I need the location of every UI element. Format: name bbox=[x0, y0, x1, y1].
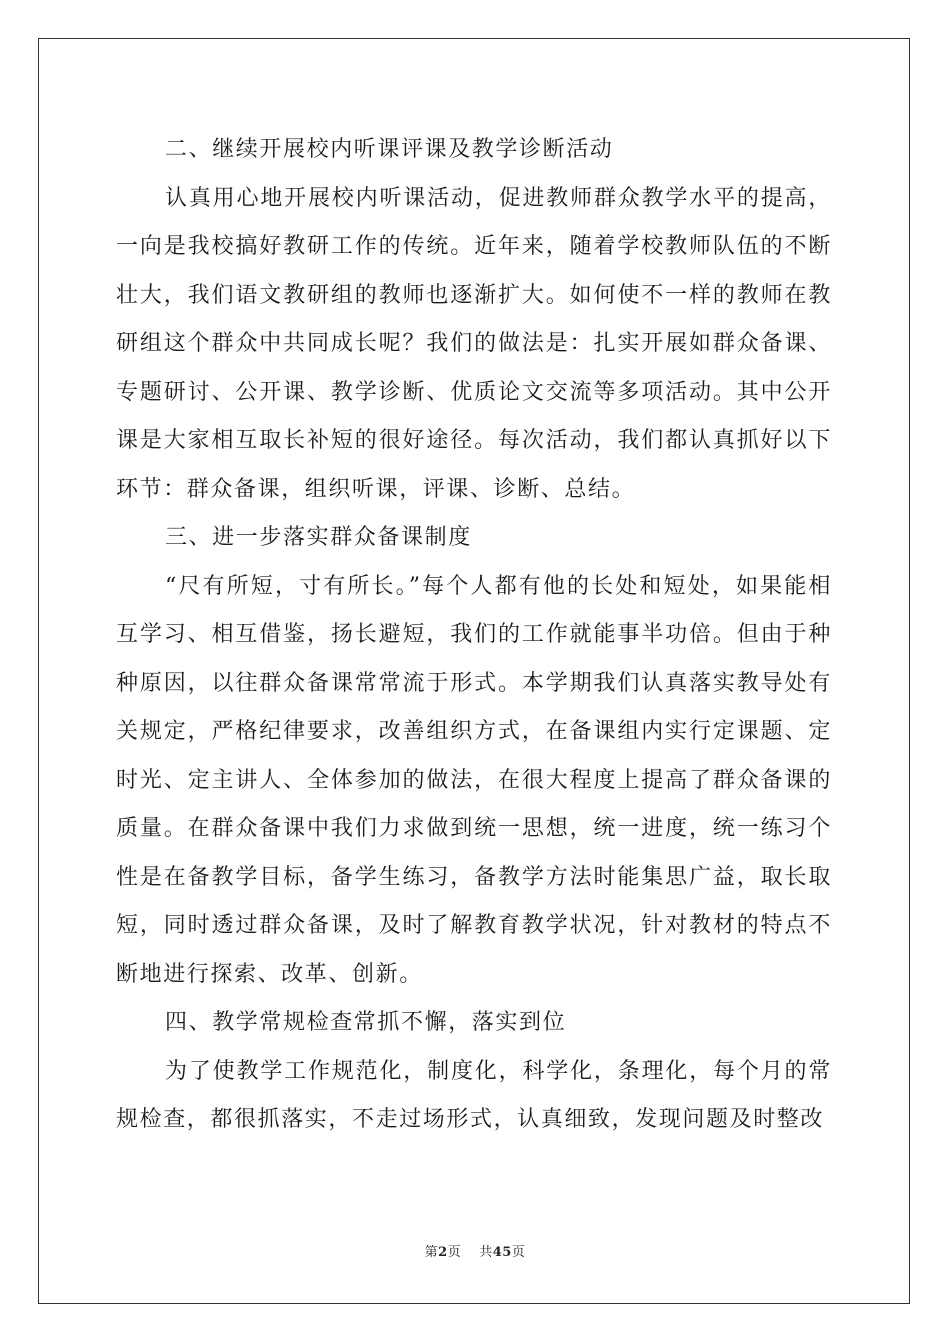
page-total: 45 bbox=[492, 1245, 512, 1260]
paragraph-collective-lesson-prep: “尺有所短，寸有所长。”每个人都有他的长处和短处，如果能相互学习、相互借鉴，扬长避短，我们的工作就能事半功倍。但由于种种原因，以往群众备课常常流于形式。本学期我们认真落实教导处有关规定，严格纪律要求，改善组织方式，在备课组内实行定课题、定时光、定主讲人、全体参加的做法，在很大程度上提高了群众备课的质量。在群众备课中我们力求做到统一思想，统一进度，统一练习个性是在备教学目标，备学生练习，备教学方法时能集思广益，取长取短，同时透过群众备课，及时了解教育教学状况，针对教材的特点不断地进行探索、改革、创新。 bbox=[116, 573, 832, 987]
document-body bbox=[116, 126, 832, 1145]
page-prefix: 第 bbox=[424, 1245, 439, 1260]
paragraph-routine-inspection: 为了使教学工作规范化，制度化，科学化，条理化，每个月的常规检查，都很抓落实，不走过场形式，认真细致，发现问题及时整改 bbox=[116, 1058, 832, 1132]
page-footer bbox=[0, 1241, 950, 1260]
paragraph-lesson-observation: 认真用心地开展校内听课活动，促进教师群众教学水平的提高，一向是我校搞好教研工作的传统。近年来，随着学校教师队伍的不断壮大，我们语文教研组的教师也逐渐扩大。如何使不一样的教师在教研组这个群众中共同成长呢？我们的做法是：扎实开展如群众备课、专题研讨、公开课、教学诊断、优质论文交流等多项活动。其中公开课是大家相互取长补短的很好途径。每次活动，我们都认真抓好以下环节：群众备课，组织听课，评课、诊断、总结。 bbox=[116, 185, 832, 502]
section-heading-2: 二、继续开展校内听课评课及教学诊断活动 bbox=[165, 137, 614, 162]
page-current: 2 bbox=[438, 1245, 448, 1260]
section-heading-3: 三、进一步落实群众备课制度 bbox=[165, 525, 472, 550]
section-heading-4: 四、教学常规检查常抓不懈，落实到位 bbox=[165, 1010, 567, 1035]
page-unit: 页 bbox=[447, 1245, 462, 1260]
total-prefix: 共 bbox=[479, 1245, 493, 1260]
total-unit: 页 bbox=[511, 1245, 526, 1260]
